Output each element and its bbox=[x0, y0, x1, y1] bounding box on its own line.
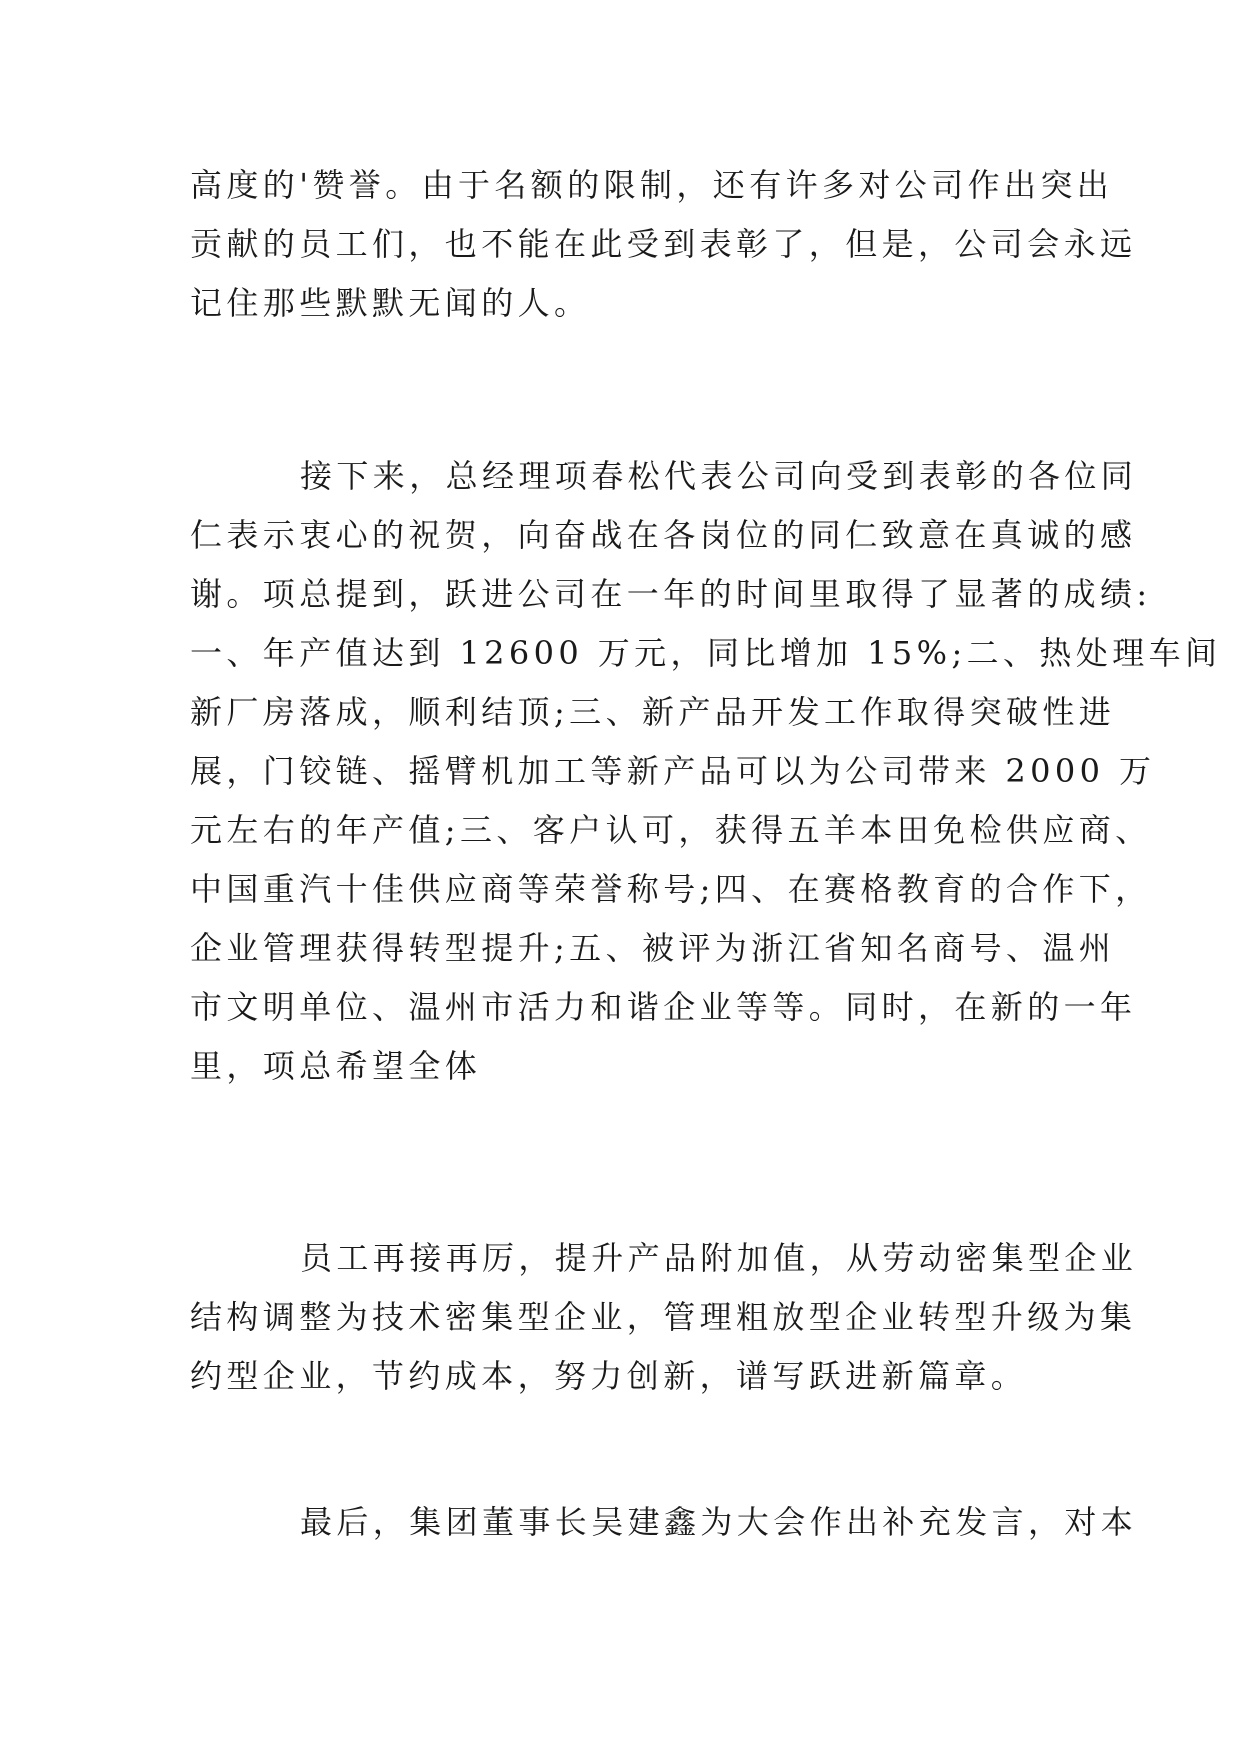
text-line: 员工再接再厉，提升产品附加值，从劳动密集型企业 bbox=[300, 1239, 1138, 1277]
text-line: 中国重汽十佳供应商等荣誉称号;四、在赛格教育的合作下， bbox=[190, 870, 1152, 908]
text-line: 记住那些默默无闻的人。 bbox=[190, 284, 591, 322]
text-line: 接下来，总经理项春松代表公司向受到表彰的各位同 bbox=[300, 457, 1138, 495]
text-line: 一、年产值达到 12600 万元，同比增加 15%;二、热处理车间 bbox=[190, 634, 1222, 672]
text-line: 新厂房落成，顺利结顶;三、新产品开发工作取得突破性进 bbox=[190, 693, 1116, 731]
paragraph-2 bbox=[190, 447, 1222, 1096]
text-line: 展，门铰链、摇臂机加工等新产品可以为公司带来 2000 万 bbox=[190, 752, 1156, 790]
text-line: 约型企业，节约成本，努力创新，谱写跃进新篇章。 bbox=[190, 1357, 1028, 1395]
paragraph-1 bbox=[190, 156, 1137, 333]
text-line: 仁表示衷心的祝贺，向奋战在各岗位的同仁致意在真诚的感 bbox=[190, 516, 1137, 554]
paragraph-3 bbox=[190, 1229, 1138, 1406]
text-line: 元左右的年产值;三、客户认可，获得五羊本田免检供应商、 bbox=[190, 811, 1152, 849]
text-line: 高度的'赞誉。由于名额的限制，还有许多对公司作出突出 bbox=[190, 166, 1114, 204]
text-line: 谢。项总提到，跃进公司在一年的时间里取得了显著的成绩: bbox=[190, 575, 1152, 613]
text-line: 贡献的员工们，也不能在此受到表彰了，但是，公司会永远 bbox=[190, 225, 1137, 263]
text-line: 结构调整为技术密集型企业，管理粗放型企业转型升级为集 bbox=[190, 1298, 1137, 1336]
text-line: 最后，集团董事长吴建鑫为大会作出补充发言，对本 bbox=[300, 1503, 1138, 1541]
text-line: 企业管理获得转型提升;五、被评为浙江省知名商号、温州 bbox=[190, 929, 1116, 967]
text-line: 市文明单位、温州市活力和谐企业等等。同时，在新的一年 bbox=[190, 988, 1137, 1026]
text-line: 里，项总希望全体 bbox=[190, 1047, 482, 1085]
paragraph-4 bbox=[190, 1493, 1138, 1552]
